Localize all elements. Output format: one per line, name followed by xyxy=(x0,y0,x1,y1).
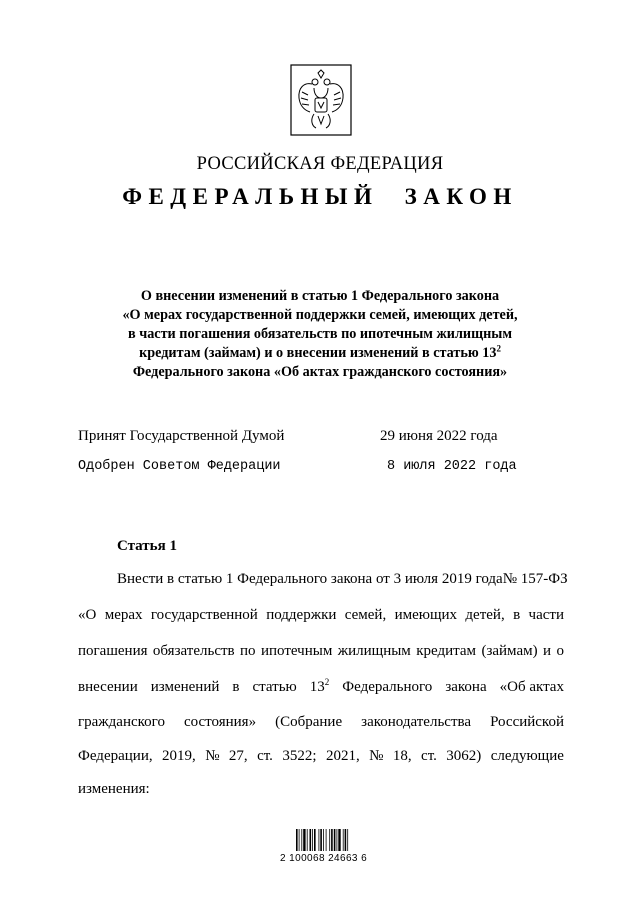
word: в xyxy=(513,607,521,623)
article-number: 13 xyxy=(309,679,325,695)
article-line xyxy=(78,714,564,731)
word: части xyxy=(528,607,564,623)
word xyxy=(310,679,330,696)
barcode-bar xyxy=(307,829,308,851)
word: 3062) xyxy=(446,748,482,764)
law-title xyxy=(0,287,640,382)
title-line: в части погашения обязательств по ипотечным жилищным xyxy=(127,326,513,342)
barcode-bar xyxy=(334,829,336,851)
word: № xyxy=(205,748,220,764)
word: ст. xyxy=(421,748,437,764)
article-line-last: изменения: xyxy=(78,781,150,797)
barcode-bar xyxy=(345,829,347,851)
word: кредитам xyxy=(416,643,477,659)
word: и xyxy=(543,643,552,659)
article-text: Внести в статью 1 Федерального закона от 3 июля 2019 года xyxy=(117,571,503,587)
barcode-bar xyxy=(331,829,333,851)
article-line xyxy=(78,748,564,765)
barcode-number: 2 100068 24663 6 xyxy=(280,853,368,864)
barcode-bar xyxy=(343,829,344,851)
word: гражданского xyxy=(78,714,165,730)
word: Российской xyxy=(490,714,564,730)
word: в xyxy=(232,679,240,695)
council-approval-label: Одобрен Советом Федерации xyxy=(78,459,281,474)
barcode-bar xyxy=(347,829,348,851)
barcode-bar xyxy=(320,829,322,851)
word: государственной xyxy=(150,607,258,623)
word: 2019, xyxy=(162,748,196,764)
word: ипотечным xyxy=(260,643,333,659)
word: мерах xyxy=(104,607,143,623)
word: внесении xyxy=(78,679,138,695)
barcode-bar xyxy=(337,829,338,851)
barcode-bar xyxy=(319,829,320,851)
barcode-bar xyxy=(296,829,298,851)
barcode-bar xyxy=(310,829,312,851)
word: следующие xyxy=(490,748,564,764)
article-text: № 157-ФЗ xyxy=(502,571,568,587)
article-line xyxy=(117,571,568,588)
word: о xyxy=(556,643,564,659)
word: закона xyxy=(445,679,487,695)
article-line xyxy=(78,643,564,660)
council-approval-date: 8 июля 2022 года xyxy=(387,459,517,474)
word: Федерального xyxy=(342,679,433,695)
duma-adoption-date: 29 июня 2022 года xyxy=(380,428,498,444)
duma-adoption-label: Принят Государственной Думой xyxy=(78,428,285,444)
word: обязательств xyxy=(152,643,235,659)
word: законодательства xyxy=(361,714,472,730)
word: изменений xyxy=(150,679,220,695)
word: (Собрание xyxy=(275,714,343,730)
barcode-bar xyxy=(323,829,324,851)
article-heading: Статья 1 xyxy=(117,538,177,554)
document-type: ФЕДЕРАЛЬНЫЙ ЗАКОН xyxy=(122,184,518,209)
title-line: «О мерах государственной поддержки семей, имеющих детей, xyxy=(122,307,518,323)
barcode-bar xyxy=(299,829,300,851)
word: 2021, xyxy=(325,748,360,764)
barcode-bar xyxy=(326,829,327,851)
word: (займам) xyxy=(481,643,538,659)
barcode-bar xyxy=(338,829,340,851)
barcode-bar xyxy=(301,829,302,851)
word: детей, xyxy=(465,607,505,623)
coat-of-arms-emblem xyxy=(290,64,352,136)
word: жилищным xyxy=(337,643,411,659)
word: по xyxy=(240,643,256,659)
word: имеющих xyxy=(394,607,458,623)
word: № xyxy=(369,748,384,764)
word: 18, xyxy=(392,748,412,764)
word: ст. xyxy=(257,748,273,764)
title-line: О внесении изменений в статью 1 Федерального закона xyxy=(140,288,500,304)
barcode-bar xyxy=(314,829,316,851)
title-line-text: кредитам (займам) и о внесении изменений в статью 13 xyxy=(139,345,497,361)
barcode-bar xyxy=(312,829,313,851)
article-line xyxy=(78,679,564,696)
article-line xyxy=(78,607,564,624)
barcode-bar xyxy=(329,829,330,851)
title-superscript: 2 xyxy=(496,343,501,354)
word: состояния» xyxy=(183,714,257,730)
barcode-bar xyxy=(303,829,305,851)
title-line: Федерального закона «Об актах гражданского состояния» xyxy=(132,364,508,380)
word: «О xyxy=(78,607,97,623)
word: «Об актах xyxy=(499,679,564,695)
word: семей, xyxy=(344,607,387,623)
word: статью xyxy=(252,679,297,695)
title-line xyxy=(0,344,640,363)
barcode-image xyxy=(295,823,373,853)
word: 3522; xyxy=(282,748,317,764)
word: 27, xyxy=(228,748,248,764)
word: поддержки xyxy=(266,607,337,623)
article-superscript: 2 xyxy=(324,677,330,687)
word: погашения xyxy=(78,643,148,659)
country-name: РОССИЙСКАЯ ФЕДЕРАЦИЯ xyxy=(196,154,444,174)
word: Федерации, xyxy=(78,748,153,764)
